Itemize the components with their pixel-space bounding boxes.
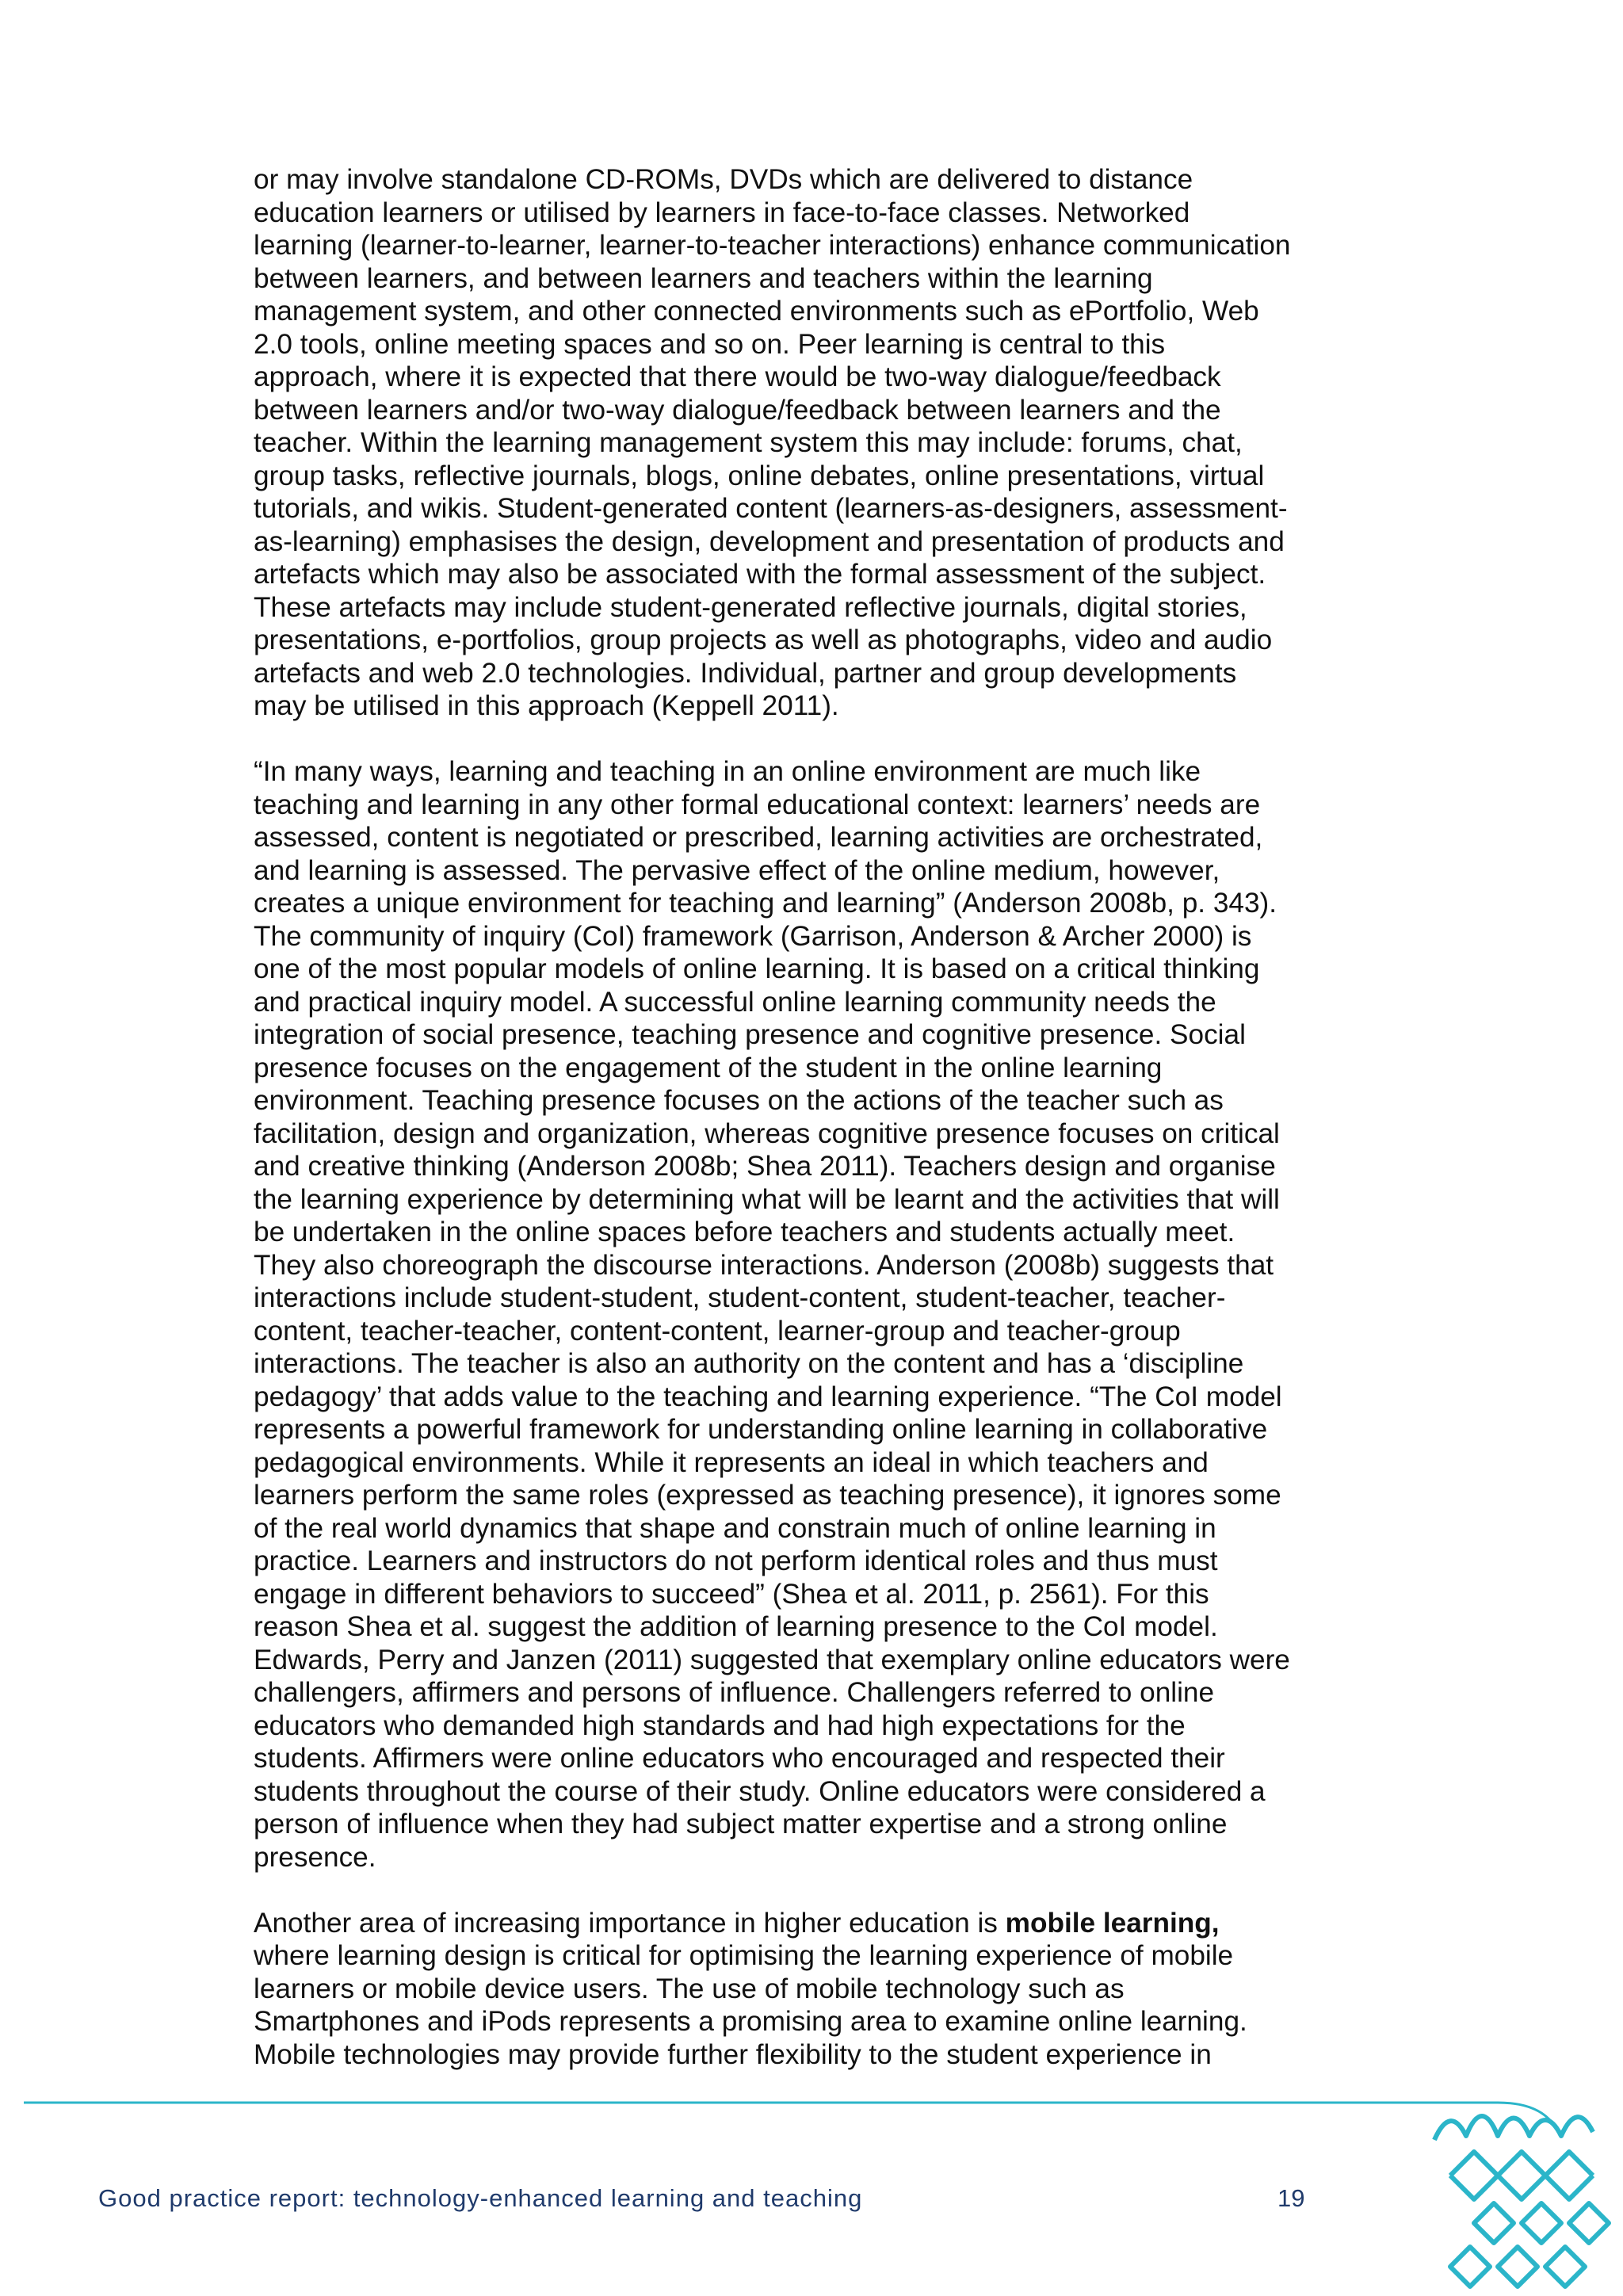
paragraph-line: one of the most popular models of online learning. It is based on a critical thinking xyxy=(254,953,1260,984)
paragraph-line: presence focuses on the engagement of the student in the online learning xyxy=(254,1052,1163,1083)
paragraph-line: interactions. The teacher is also an authority on the content and has a ‘discipline xyxy=(254,1348,1244,1379)
paragraph-line: practice. Learners and instructors do not perform identical roles and thus must xyxy=(254,1545,1218,1576)
paragraph-line: approach, where it is expected that there would be two-way dialogue/feedback xyxy=(254,361,1221,392)
paragraph-line: learners perform the same roles (expressed as teaching presence), it ignores some xyxy=(254,1480,1281,1511)
paragraph-line: Edwards, Perry and Janzen (2011) suggested that exemplary online educators were xyxy=(254,1644,1290,1675)
paragraph-line: presence. xyxy=(254,1841,376,1873)
paragraph-line: teaching and learning in any other formal educational context: learners’ needs are xyxy=(254,789,1261,820)
paragraph-line: group tasks, reflective journals, blogs, online debates, online presentations, virtual xyxy=(254,460,1265,491)
paragraph-line: and creative thinking (Anderson 2008b; Shea 2011). Teachers design and organise xyxy=(254,1151,1276,1182)
paragraph-line: teacher. Within the learning management system this may include: forums, chat, xyxy=(254,427,1243,458)
paragraph-line: assessed, content is negotiated or prescribed, learning activities are orchestrated, xyxy=(254,822,1263,853)
paragraph-line: The community of inquiry (CoI) framework (Garrison, Anderson & Archer 2000) is xyxy=(254,920,1252,952)
paragraph-line: interactions include student-student, student-content, student-teacher, teacher- xyxy=(254,1282,1226,1313)
paragraph-line: be undertaken in the online spaces before teachers and students actually meet. xyxy=(254,1217,1235,1247)
paragraph-line: Smartphones and iPods represents a promising area to examine online learning. xyxy=(254,2006,1247,2037)
paragraph-line: reason Shea et al. suggest the addition of learning presence to the CoI model. xyxy=(254,1611,1218,1642)
paragraph-line: educators who demanded high standards and had high expectations for the xyxy=(254,1710,1186,1741)
paragraph-line: students. Affirmers were online educators who encouraged and respected their xyxy=(254,1743,1225,1774)
paragraph-line: artefacts and web 2.0 technologies. Individual, partner and group developments xyxy=(254,657,1237,689)
paragraph-line: facilitation, design and organization, whereas cognitive presence focuses on critical xyxy=(254,1117,1280,1149)
paragraph-line: and learning is assessed. The pervasive effect of the online medium, however, xyxy=(254,854,1220,886)
paragraph-line: integration of social presence, teaching presence and cognitive presence. Social xyxy=(254,1019,1246,1050)
body-text xyxy=(254,163,1379,2104)
paragraph-line: between learners, and between learners and teachers within the learning xyxy=(254,262,1153,294)
paragraph-line: challengers, affirmers and persons of influence. Challengers referred to online xyxy=(254,1677,1215,1708)
paragraph-line: pedagogy’ that adds value to the teaching and learning experience. “The CoI model xyxy=(254,1381,1282,1412)
paragraph-line: These artefacts may include student-generated reflective journals, digital stories, xyxy=(254,591,1247,623)
paragraph-line: management system, and other connected environments such as ePortfolio, Web xyxy=(254,296,1259,327)
paragraph-2 xyxy=(254,755,1379,1874)
paragraph-line: tutorials, and wikis. Student-generated content (learners-as-designers, assessment- xyxy=(254,493,1288,524)
paragraph-line: represents a powerful framework for understanding online learning in collaborative xyxy=(254,1414,1268,1445)
diamond-wave-logo-icon xyxy=(1419,2092,1623,2296)
paragraph-line: “In many ways, learning and teaching in an online environment are much like xyxy=(254,756,1201,787)
paragraph-line: artefacts which may also be associated with the formal assessment of the subject. xyxy=(254,559,1266,590)
paragraph-line: creates a unique environment for teaching and learning” (Anderson 2008b, p. 343). xyxy=(254,888,1277,919)
footer-report-title: Good practice report: technology-enhanced learning and teaching xyxy=(98,2184,863,2212)
bold-term: mobile learning, xyxy=(1005,1907,1220,1939)
paragraph-line: engage in different behaviors to succeed” (Shea et al. 2011, p. 2561). For this xyxy=(254,1578,1209,1610)
paragraph-line: may be utilised in this approach (Keppell 2011). xyxy=(254,690,839,721)
paragraph-line: They also choreograph the discourse interactions. Anderson (2008b) suggests that xyxy=(254,1249,1274,1281)
paragraph-line: the learning experience by determining what will be learnt and the activities that will xyxy=(254,1183,1280,1215)
paragraph-line: environment. Teaching presence focuses on the actions of the teacher such as xyxy=(254,1085,1224,1116)
paragraph-line: education learners or utilised by learners in face-to-face classes. Networked xyxy=(254,197,1190,228)
paragraph-line: content, teacher-teacher, content-content, learner-group and teacher-group xyxy=(254,1315,1181,1347)
paragraph-line: where learning design is critical for optimising the learning experience of mobile xyxy=(254,1940,1234,1971)
paragraph-line: Mobile technologies may provide further flexibility to the student experience in xyxy=(254,2038,1212,2070)
paragraph-line xyxy=(254,1907,1379,1940)
paragraph-line: between learners and/or two-way dialogue/feedback between learners and the xyxy=(254,394,1221,426)
paragraph-line: as-learning) emphasises the design, development and presentation of products and xyxy=(254,525,1285,557)
paragraph-line: and practical inquiry model. A successful online learning community needs the xyxy=(254,986,1216,1018)
paragraph-1 xyxy=(254,163,1379,723)
paragraph-line: of the real world dynamics that shape and constrain much of online learning in xyxy=(254,1512,1216,1544)
paragraph-line: pedagogical environments. While it represents an ideal in which teachers and xyxy=(254,1446,1209,1478)
paragraph-lead-text: Another area of increasing importance in higher education is xyxy=(254,1907,1006,1939)
paragraph-line: learners or mobile device users. The use of mobile technology such as xyxy=(254,1973,1125,2004)
paragraph-line: presentations, e-portfolios, group projects as well as photographs, video and audio xyxy=(254,625,1273,655)
paragraph-3 xyxy=(254,1907,1379,2072)
paragraph-line: students throughout the course of their study. Online educators were considered a xyxy=(254,1775,1266,1807)
paragraph-line: person of influence when they had subject matter expertise and a strong online xyxy=(254,1809,1228,1839)
paragraph-line: or may involve standalone CD-ROMs, DVDs which are delivered to distance xyxy=(254,164,1193,195)
paragraph-line: 2.0 tools, online meeting spaces and so on. Peer learning is central to this xyxy=(254,328,1166,360)
page-number: 19 xyxy=(1277,2184,1305,2212)
paragraph-line: learning (learner-to-learner, learner-to-teacher interactions) enhance communication xyxy=(254,230,1291,261)
